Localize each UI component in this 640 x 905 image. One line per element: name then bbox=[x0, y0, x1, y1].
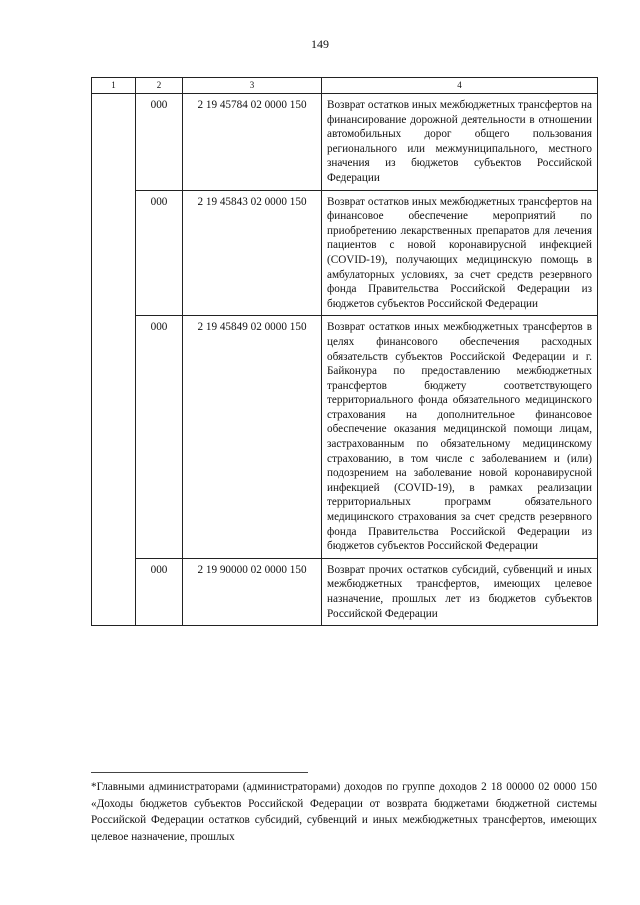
income-name-cell: Возврат остатков иных межбюджетных трансфертов на финансирование дорожной деятельности в отношении автомобильных дорог общего пользования регионального или межмуниципального, местного значения из бюджетов субъектов Российской Федерации bbox=[322, 94, 598, 191]
table-header-row bbox=[92, 78, 598, 94]
page-number: 149 bbox=[311, 37, 329, 51]
table-row bbox=[92, 316, 598, 559]
admin-code-cell: 000 bbox=[136, 94, 183, 191]
table-row bbox=[92, 190, 598, 316]
income-codes-table bbox=[91, 77, 598, 626]
table-row bbox=[92, 94, 598, 191]
admin-code-cell: 000 bbox=[136, 558, 183, 625]
admin-code-cell: 000 bbox=[136, 190, 183, 316]
header-cell-1: 1 bbox=[92, 78, 136, 94]
admin-code-cell: 000 bbox=[136, 316, 183, 559]
header-cell-4: 4 bbox=[322, 78, 598, 94]
header-cell-2: 2 bbox=[136, 78, 183, 94]
income-name-cell: Возврат остатков иных межбюджетных трансфертов на финансовое обеспечение мероприятий по приобретению лекарственных препаратов для лечения пациентов с новой коронавирусной инфекцией (COVID-19), получающих медицинскую помощь в амбулаторных условиях, за счет средств резервного фонда Правительства Российской Федерации из бюджетов субъектов Российской Федерации bbox=[322, 190, 598, 316]
income-code-cell: 2 19 45849 02 0000 150 bbox=[183, 316, 322, 559]
footnote-text: *Главными администраторами (администраторами) доходов по группе доходов 2 18 00000 02 0000 150 «Доходы бюджетов субъектов Российской Федерации от возврата бюджетами бюджетной системы Российской Федерации остатков субсидий, субвенций и иных межбюджетных трансфертов, имеющих целевое назначение, прошлых bbox=[91, 781, 597, 843]
income-code-cell: 2 19 45784 02 0000 150 bbox=[183, 94, 322, 191]
footnote-divider bbox=[91, 772, 308, 773]
table-row bbox=[92, 558, 598, 625]
header-cell-3: 3 bbox=[183, 78, 322, 94]
income-name-cell: Возврат остатков иных межбюджетных трансфертов в целях финансового обеспечения расходных обязательств субъектов Российской Федерации и г. Байконура по предоставлению межбюджетных трансфертов бюджету соответствующего территориального фонда обязательного медицинского страхования на дополнительное финансовое обеспечение оказания медицинской помощи лицам, застрахованным по обязательному медицинскому страхованию, в том числе с заболеванием и (или) подозрением на заболевание новой коронавирусной инфекцией (COVID-19), в рамках реализации территориальных программ обязательного медицинского страхования за счет средств резервного фонда Правительства Российской Федерации из бюджетов субъектов Российской Федерации bbox=[322, 316, 598, 559]
income-code-cell: 2 19 90000 02 0000 150 bbox=[183, 558, 322, 625]
income-name-cell: Возврат прочих остатков субсидий, субвенций и иных межбюджетных трансфертов, имеющих целевое назначение, прошлых лет из бюджетов субъектов Российской Федерации bbox=[322, 558, 598, 625]
empty-column-cell bbox=[92, 94, 136, 626]
income-code-cell: 2 19 45843 02 0000 150 bbox=[183, 190, 322, 316]
